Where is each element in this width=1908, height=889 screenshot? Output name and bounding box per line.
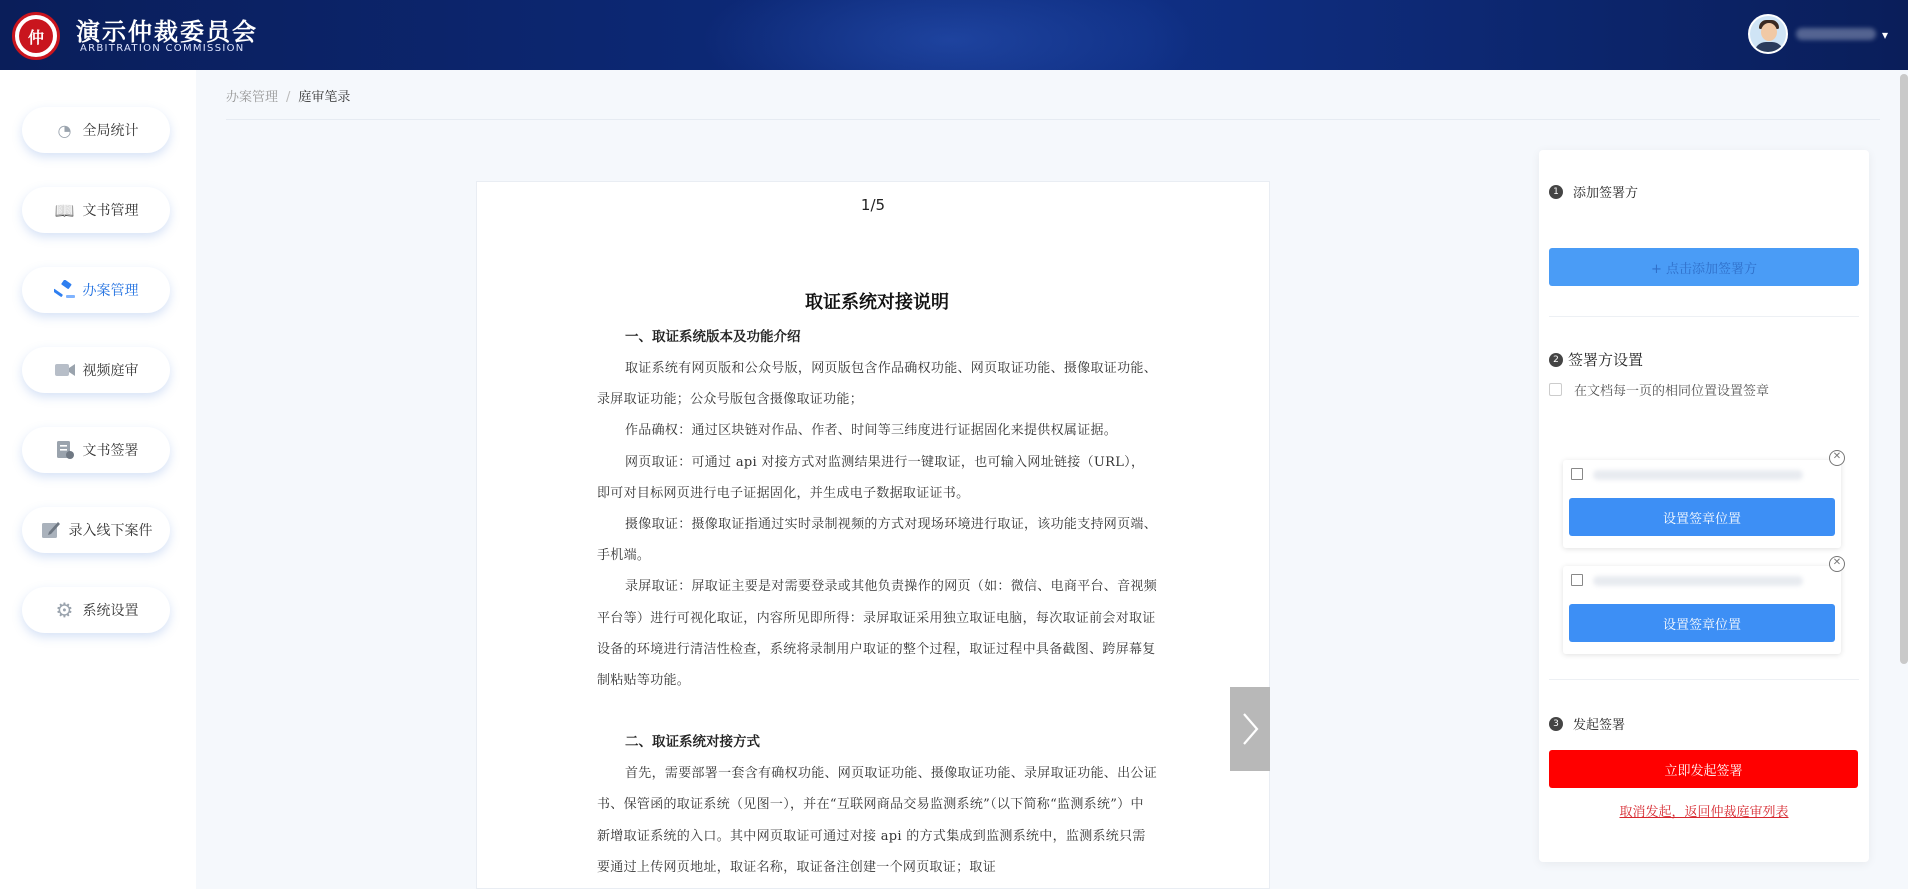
signer-card — [1563, 557, 1842, 654]
document-paragraph: 摄像取证：摄像取证指通过实时录制视频的方式对现场环境进行取证，该功能支持网页端、手机端。 — [597, 517, 1158, 564]
breadcrumb-divider — [226, 119, 1880, 120]
document-paragraph: 作品确权：通过区块链对作品、作者、时间等三纬度进行证据固化来提供权属证据。 — [625, 423, 1118, 439]
brand-subtitle: ARBITRATION COMMISSION — [80, 43, 245, 54]
step-add-signer — [1549, 182, 1638, 201]
video-icon — [54, 361, 76, 379]
sidebar-item-label: 录入线下案件 — [68, 523, 153, 539]
book-icon: 📖 — [54, 200, 75, 220]
step-number: 1 — [1549, 185, 1563, 199]
user-name-redacted[interactable] — [1796, 28, 1876, 40]
step-number: 3 — [1549, 717, 1563, 731]
step-label: 发起签署 — [1573, 718, 1626, 733]
signer-name-redacted — [1593, 470, 1803, 480]
sidebar-item-case-management[interactable] — [22, 267, 170, 313]
document-paragraph: 首先，需要部署一套含有确权功能、网页取证功能、摄像取证功能、录屏取证功能、出公证书、保管函的取证系统（见图一），并在“互联网商品交易监测系统”（以下简称“监测系统”）中新增取证系统的入口。其中网页取证可通过对接 api 的方式集成到监测系统中，监测系统只需要通过上传网页地址，取证名称，取证备注创建一个网页取证；取证 — [597, 766, 1158, 875]
breadcrumb-separator: / — [286, 90, 291, 105]
same-position-option[interactable] — [1549, 380, 1769, 399]
avatar-body — [1754, 42, 1784, 54]
gear-icon: ⚙ — [55, 598, 74, 622]
sidebar-item-label: 文书管理 — [82, 203, 139, 219]
sidebar-item-label: 视频庭审 — [82, 363, 139, 379]
commission-logo — [12, 12, 60, 60]
pie-chart-icon: ◔ — [57, 120, 72, 140]
set-seal-position-button[interactable]: 设置签章位置 — [1569, 498, 1835, 536]
sidebar-item-label: 办案管理 — [82, 283, 139, 299]
sidebar-item-label: 系统设置 — [82, 603, 139, 619]
document-heading: 二、取证系统对接方式 — [625, 734, 760, 751]
page-indicator: 1/5 — [860, 196, 886, 214]
step-label: 添加签署方 — [1573, 186, 1639, 201]
sidebar-item-document-signing[interactable] — [22, 427, 170, 473]
sidebar-item-enter-offline-case[interactable] — [22, 507, 170, 553]
sidebar-item-label: 全局统计 — [82, 123, 139, 139]
section-divider — [1549, 679, 1859, 680]
document-paragraph: 网页取证：可通过 api 对接方式对监测结果进行一键取证，也可输入网址链接（URL），即可对目标网页进行电子证据固化，并生成电子数据取证证书。 — [597, 454, 1145, 501]
document-paragraph: 取证系统有网页版和公众号版，网页版包含作品确权功能、网页取证功能、摄像取证功能、录屏取证功能；公众号版包含摄像取证功能； — [597, 361, 1158, 408]
same-position-label: 在文档每一页的相同位置设置签章 — [1574, 384, 1770, 399]
step-start-signing — [1549, 714, 1625, 733]
breadcrumb-current: 庭审笔录 — [298, 90, 351, 105]
sidebar-item-label: 文书签署 — [82, 443, 139, 459]
start-signing-button[interactable]: 立即发起签署 — [1549, 750, 1858, 788]
chevron-down-icon[interactable]: ▾ — [1882, 28, 1889, 42]
edit-icon[interactable] — [1571, 468, 1583, 480]
sidebar-item-system-settings[interactable] — [22, 587, 170, 633]
paragraph-gap — [597, 696, 1157, 727]
add-signer-button[interactable]: + 点击添加签署方 — [1549, 248, 1859, 286]
breadcrumb — [226, 86, 350, 105]
logo-emblem-icon: 仲 — [19, 19, 53, 53]
document-content — [597, 288, 1157, 883]
section-divider — [1549, 316, 1859, 317]
gavel-icon — [54, 281, 76, 299]
document-title: 取证系统对接说明 — [805, 292, 949, 313]
set-seal-position-button[interactable]: 设置签章位置 — [1569, 604, 1835, 642]
signer-card — [1563, 451, 1842, 548]
sidebar-item-global-stats[interactable] — [22, 107, 170, 153]
document-heading: 一、取证系统版本及功能介绍 — [625, 329, 801, 345]
next-page-button[interactable] — [1230, 687, 1270, 771]
step-number: 2 — [1549, 353, 1563, 367]
same-position-checkbox[interactable] — [1549, 383, 1562, 396]
cancel-return-link[interactable]: 取消发起，返回仲裁庭审列表 — [1619, 805, 1789, 820]
sidebar-item-video-hearing[interactable] — [22, 347, 170, 393]
top-header — [0, 0, 1908, 70]
remove-signer-icon[interactable]: ✕ — [1829, 556, 1845, 572]
edit-icon — [40, 521, 62, 539]
step-signer-settings — [1549, 349, 1643, 370]
remove-signer-icon[interactable]: ✕ — [1829, 450, 1845, 466]
breadcrumb-parent[interactable]: 办案管理 — [226, 90, 279, 105]
page-scrollbar[interactable] — [1900, 74, 1908, 664]
sidebar — [0, 70, 196, 889]
avatar-face — [1761, 23, 1777, 41]
sidebar-item-document-management[interactable] — [22, 187, 170, 233]
user-avatar[interactable] — [1748, 14, 1788, 54]
signer-name-redacted — [1593, 576, 1803, 586]
signing-panel — [1539, 150, 1869, 862]
edit-icon[interactable] — [1571, 574, 1583, 586]
chevron-right-icon — [1241, 712, 1259, 746]
sign-document-icon — [54, 441, 76, 459]
document-viewer — [476, 181, 1270, 889]
step-label: 签署方设置 — [1568, 351, 1644, 369]
document-paragraph: 录屏取证：屏取证主要是对需要登录或其他负责操作的网页（如：微信、电商平台、音视频平台等）进行可视化取证，内容所见即所得：录屏取证采用独立取证电脑，每次取证前会对取证设备的环境进行清洁性检查，系统将录制用户取证的整个过程，取证过程中具备截图、跨屏幕复制粘贴等功能。 — [597, 579, 1158, 689]
brand-title: 演示仲裁委员会 — [76, 18, 258, 46]
